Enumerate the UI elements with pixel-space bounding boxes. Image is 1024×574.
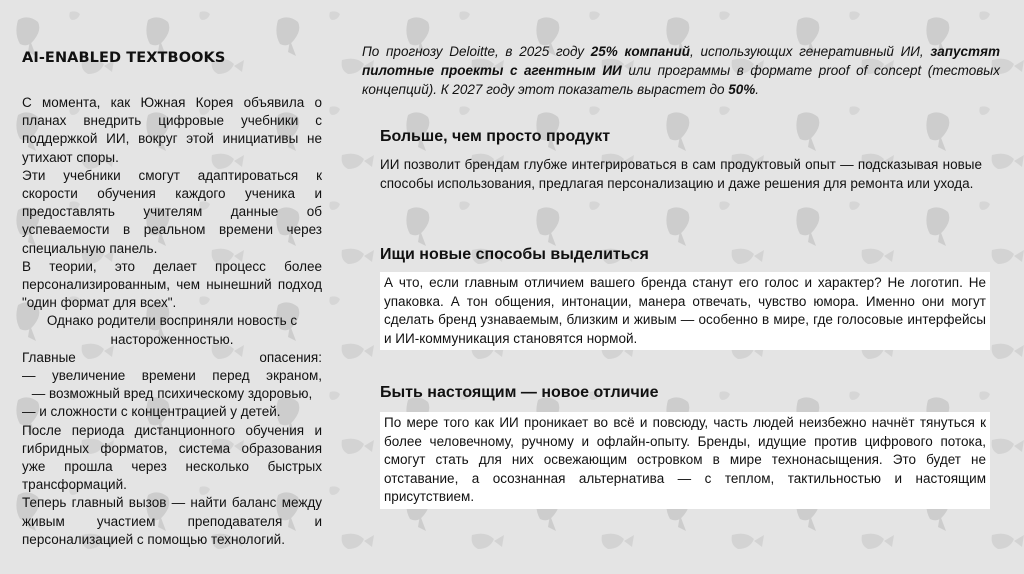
section-title-authentic: Быть настоящим — новое отличие [380,384,659,401]
intro-bold: 25% компаний [590,44,690,59]
left-paragraph: В теории, это делает процесс более персонализированным, чем нынешний подход "один формат для всех". [22,258,322,311]
intro-bold: запустят пилотные проекты с агентным ИИ [362,44,1001,78]
left-paragraph: — возможный вред психическому здоровью, [31,386,313,402]
left-title: AI-ENABLED TEXTBOOKS [22,50,226,66]
left-paragraph: Теперь главный вызов — найти баланс между живым участием преподавателя и персонализацией с помощью технологий. [22,495,322,547]
left-column [22,50,322,549]
section-text-product: ИИ позволит брендам глубже интегрироваться в сам продуктовый опыт — подсказывая новые способы использования, предлагая персонализацию и даже решения для ремонта или ухода. [380,157,982,191]
intro-bold: 50% [728,82,756,97]
left-paragraph: После периода дистанционного обучения и гибридных форматов, система образования уже прошла через несколько быстрых трансформаций. [22,422,322,493]
intro-text: или программы в формате proof of concept (тестовых концепций). К 2027 году этот показатель вырастет до [362,63,1000,97]
intro-text: . [755,82,760,97]
left-paragraph: Однако родители восприняли новость с настороженностью. [46,313,298,347]
left-paragraph: — и сложности с концентрацией у детей. [22,404,281,420]
left-paragraph: Эти учебники смогут адаптироваться к скорости обучения каждого ученика и предоставлять учителям данные об успеваемости в реальном времени через специальную панель. [22,167,322,256]
section-text-authentic: По мере того как ИИ проникает во всё и повсюду, часть людей неизбежно начнёт тянуться к более человечному, ручному и офлайн-опыту. Бренды, идущие против цифрового потока, смогут стать для них освежающим островком в мире технонасыщения. Это будет не отставание, а осознанная альтернатива — с теплом, тактильностью и настоящим присутствием. [380,412,990,509]
intro-paragraph [362,42,1000,99]
section-title-differentiate: Ищи новые способы выделиться [380,246,649,263]
section-title-product: Больше, чем просто продукт [380,128,611,145]
left-paragraph: — увеличение времени перед экраном, [22,368,322,384]
left-body [22,94,322,549]
intro-text: По прогнозу Deloitte, в 2025 году [362,44,591,59]
intro-text: , использующих генеративный ИИ, [689,44,931,59]
section-text-differentiate: А что, если главным отличием вашего бренда станут его голос и характер? Не логотип. Не упаковка. А тон общения, интонации, манера отвечать, чувство юмора. Именно они могут сделать бренд узнаваемым, близким и живым — особенно в мире, где голосовые интерфейсы и ИИ-коммуникация становятся нормой. [380,272,990,350]
left-paragraph: Главные опасения: [22,349,322,365]
left-paragraph: С момента, как Южная Корея объявила о планах внедрить цифровые учебники с поддержкой ИИ, вокруг этой инициативы не утихают споры. [22,95,322,165]
